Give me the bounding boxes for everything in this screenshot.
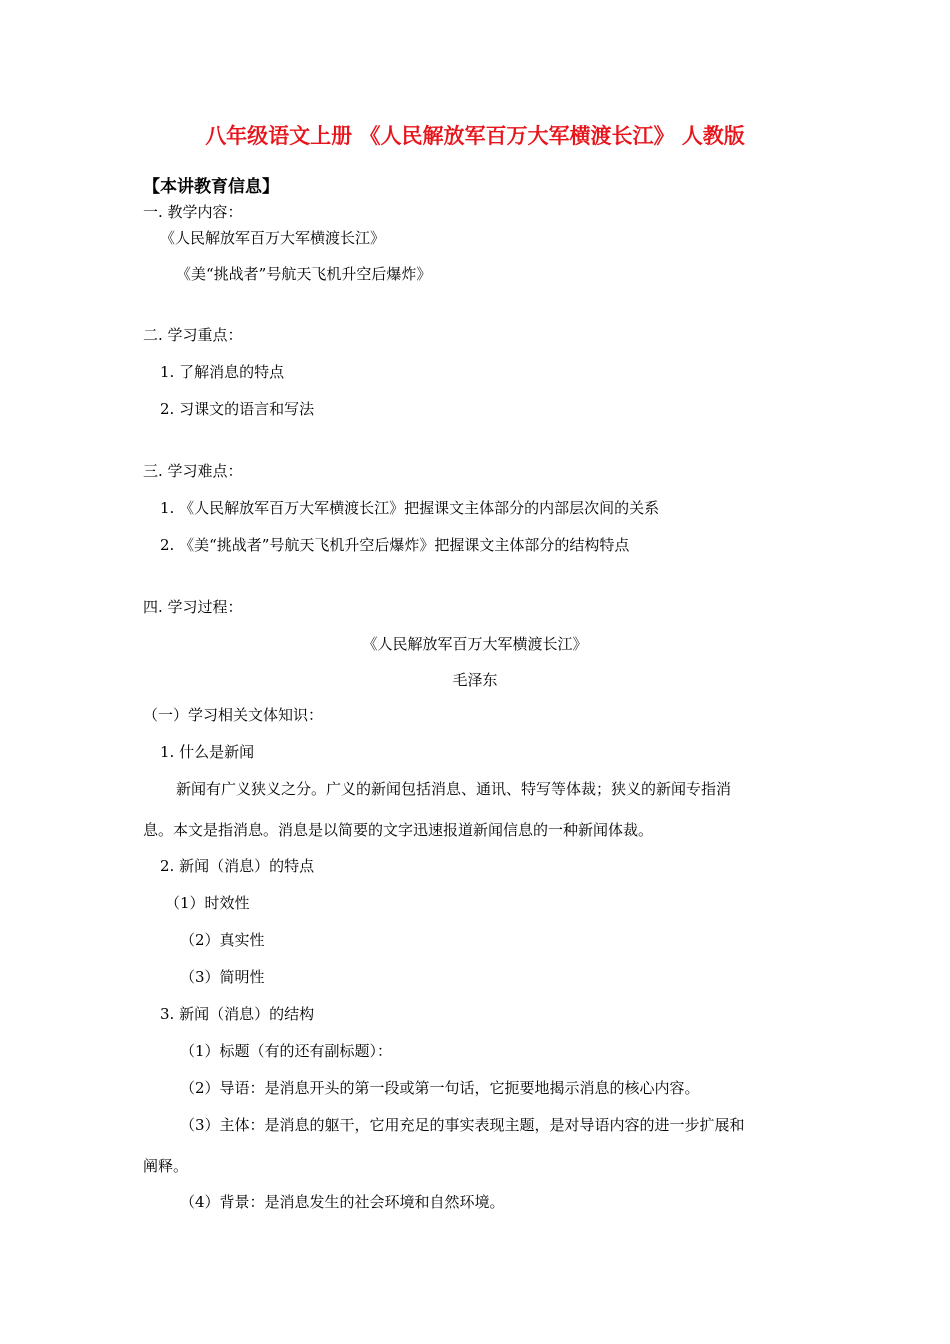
paragraph-line-2: 息。本文是指消息。消息是以简要的文字迅速报道新闻信息的一种新闻体裁。 <box>143 821 654 839</box>
question-2: 2. 新闻（消息）的特点 <box>160 857 315 875</box>
content-item-1: 《人民解放军百万大军横渡长江》 <box>160 229 386 247</box>
structure-3-line-1: （3）主体：是消息的躯干，它用充足的事实表现主题，是对导语内容的进一步扩展和 <box>180 1116 745 1134</box>
feature-2: （2）真实性 <box>180 931 265 949</box>
question-1: 1. 什么是新闻 <box>160 743 255 761</box>
question-3: 3. 新闻（消息）的结构 <box>160 1005 315 1023</box>
part-1-heading: （一）学习相关文体知识： <box>143 706 324 724</box>
structure-4: （4）背景：是消息发生的社会环境和自然环境。 <box>180 1193 505 1211</box>
paragraph-line-1: 新闻有广义狭义之分。广义的新闻包括消息、通讯、特写等体裁；狭义的新闻专指消 <box>176 780 732 798</box>
feature-1: （1）时效性 <box>165 894 250 912</box>
difficulty-1: 1. 《人民解放军百万大军横渡长江》把握课文主体部分的内部层次间的关系 <box>160 499 660 517</box>
structure-2: （2）导语：是消息开头的第一段或第一句话，它扼要地揭示消息的核心内容。 <box>180 1079 700 1097</box>
section-1-heading: 一. 教学内容： <box>143 203 243 221</box>
document-title: 八年级语文上册 《人民解放军百万大军横渡长江》 人教版 <box>205 124 745 148</box>
content-item-2: 《美“挑战者”号航天飞机升空后爆炸》 <box>176 265 432 283</box>
feature-3: （3）简明性 <box>180 968 265 986</box>
structure-1: （1）标题（有的还有副标题）： <box>180 1042 393 1060</box>
section-3-heading: 三. 学习难点： <box>143 462 243 480</box>
key-point-2: 2. 习课文的语言和写法 <box>160 400 315 418</box>
article-author: 毛泽东 <box>452 671 498 689</box>
article-title: 《人民解放军百万大军横渡长江》 <box>362 635 588 653</box>
structure-3-line-2: 阐释。 <box>143 1157 189 1175</box>
section-2-heading: 二. 学习重点： <box>143 326 243 344</box>
difficulty-2: 2. 《美“挑战者”号航天飞机升空后爆炸》把握课文主体部分的结构特点 <box>160 536 630 554</box>
section-4-heading: 四. 学习过程： <box>143 598 243 616</box>
key-point-1: 1. 了解消息的特点 <box>160 363 285 381</box>
section-header: 【本讲教育信息】 <box>143 177 279 197</box>
